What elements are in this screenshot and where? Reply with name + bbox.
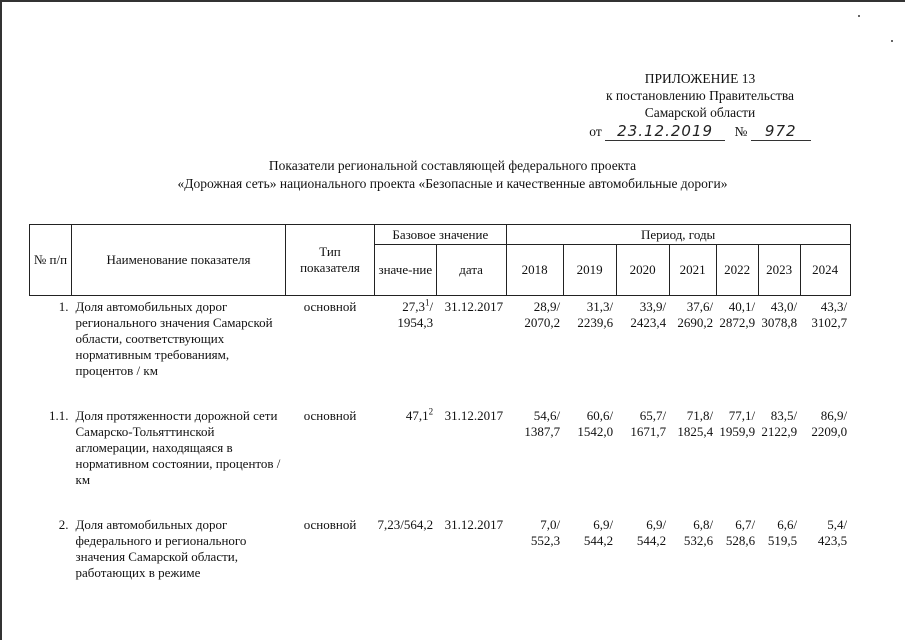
col-header-year: 2024 [800,245,850,296]
col-header-year: 2019 [563,245,616,296]
row-value: 43,0/ 3078,8 [761,299,798,330]
col-header-period: Период, годы [506,225,850,245]
row-value: 6,9/ 544,2 [583,516,614,548]
col-header-type: Тип показателя [286,225,375,296]
appendix-signature-line [560,123,840,141]
appendix-header [560,70,840,141]
row-base-value: 7,23/564,2 [377,516,434,532]
row-value: 31,3/ 2239,6 [577,299,614,330]
row-value: 28,9/ 2070,2 [524,299,561,330]
row-type: основной [303,516,357,532]
row-type: основной [303,407,357,423]
row-num: 1. [58,299,69,314]
appendix-region: Самарской области [644,105,756,120]
row-value: 5,4/ 423,5 [817,516,848,548]
appendix-ref: к постановлению Правительства [605,88,795,103]
table-row [30,296,851,408]
row-value: 7,0/ 552,3 [530,516,561,548]
col-header-year: 2018 [506,245,563,296]
row-base-value: 27,3$^1$/ 1954,3 [397,297,434,330]
col-header-year: 2021 [669,245,716,296]
row-num: 2. [58,516,69,532]
row-base-value: 47,1$^2$ [405,406,434,423]
row-value: 33,9/ 2423,4 [630,299,667,330]
scan-speck [891,40,893,42]
row-value: 40,1/ 2872,9 [719,299,756,330]
row-value: 6,7/ 528,6 [725,516,756,548]
row-value: 83,5/ 2122,9 [761,407,798,439]
row-value: 71,8/ 1825,4 [677,407,714,439]
row-num: 1.1. [49,407,69,423]
col-header-base-date: дата [436,245,506,296]
scan-speck [858,15,860,17]
row-value: 77,1/ 1959,9 [719,407,756,439]
number-label: № [734,124,748,139]
col-header-year: 2020 [616,245,669,296]
row-base-date: 31.12.2017 [444,407,504,423]
handwritten-number: 972 [751,123,811,141]
page-border-left [0,0,2,640]
handwritten-date: 23.12.2019 [605,123,725,141]
col-header-base-value: значе-ние [375,245,437,296]
row-value: 6,6/ 519,5 [767,516,798,548]
table-row [30,408,851,517]
col-header-base: Базовое значение [375,225,507,245]
from-label: от [589,124,602,139]
row-value: 6,8/ 532,6 [683,516,714,548]
row-name: Доля протяженности дорожной сети Самарско-Тольяттинской агломерации, находящаяся в нормативном состоянии, процентов / км [75,407,281,487]
row-value: 60,6/ 1542,0 [577,407,614,439]
title-line-1: Показатели региональной составляющей федерального проекта [268,158,637,173]
row-value: 37,6/ 2690,2 [677,299,714,330]
table-row [30,517,851,581]
row-value: 65,7/ 1671,7 [630,407,667,439]
page-border-top [0,0,905,2]
appendix-title: ПРИЛОЖЕНИЕ 13 [644,71,756,86]
col-header-name: Наименование показателя [72,225,286,296]
row-value: 43,3/ 3102,7 [811,299,848,330]
col-header-year: 2023 [758,245,800,296]
row-type: основной [303,299,357,314]
indicators-table [29,224,851,581]
row-name: Доля автомобильных дорог регионального значения Самарской области, соответствующих нормативным требованиям, процентов / км [75,299,273,378]
row-base-date: 31.12.2017 [444,299,504,314]
row-value: 86,9/ 2209,0 [811,407,848,439]
row-value: 54,6/ 1387,7 [524,407,561,439]
title-line-2: «Дорожная сеть» национального проекта «Безопасные и качественные автомобильные дороги» [177,176,728,191]
row-value: 6,9/ 544,2 [636,516,667,548]
row-base-date: 31.12.2017 [444,516,504,532]
col-header-year: 2022 [716,245,758,296]
row-name: Доля автомобильных дорог федерального и регионального значения Самарской области, работающих в режиме [75,516,247,580]
col-header-num: № п/п [30,225,72,296]
document-title [0,157,905,193]
